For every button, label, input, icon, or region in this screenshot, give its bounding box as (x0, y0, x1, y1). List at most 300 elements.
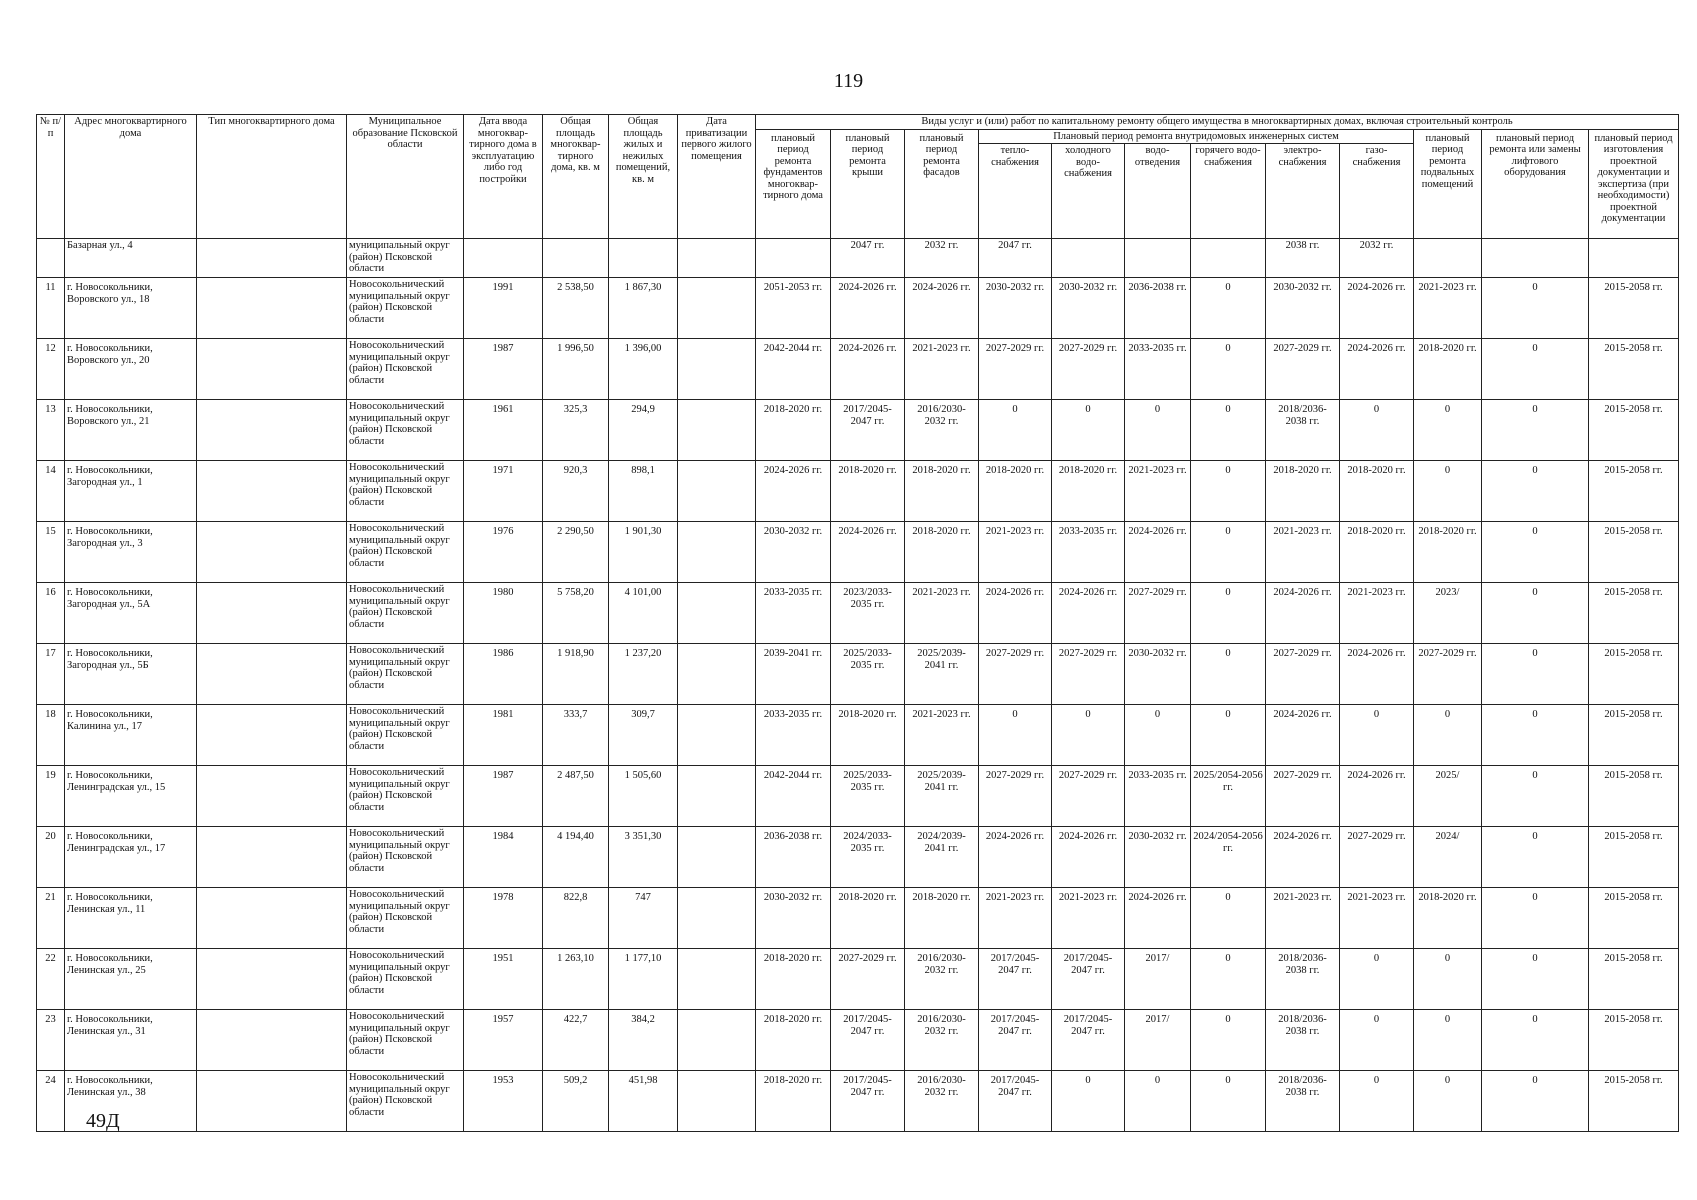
cell-drainage: 2030-2032 гг. (1125, 827, 1191, 888)
table-row (37, 461, 1679, 522)
cell-cold-water: 2024-2026 гг. (1052, 583, 1125, 644)
cell-basement: 0 (1414, 461, 1482, 522)
cell-total-area: 1 996,50 (543, 339, 609, 400)
cell-design-docs: 2015-2058 гг. (1589, 461, 1679, 522)
cell-hot-water: 0 (1191, 949, 1266, 1010)
cell-address: г. Новосокольники, Загородная ул., 3 (65, 522, 197, 583)
cell-address: Базарная ул., 4 (65, 239, 197, 278)
footer-code: 49Д (86, 1110, 120, 1132)
cell-year: 1976 (464, 522, 543, 583)
cell-drainage: 2033-2035 гг. (1125, 339, 1191, 400)
cell-living-area: 747 (609, 888, 678, 949)
cell-hot-water: 2025/2054-2056 гг. (1191, 766, 1266, 827)
cell-hot-water: 0 (1191, 339, 1266, 400)
cell-type (197, 400, 347, 461)
cell-hot-water: 0 (1191, 522, 1266, 583)
cell-gas: 0 (1340, 400, 1414, 461)
cell-num: 15 (37, 522, 65, 583)
cell-heat: 2021-2023 гг. (979, 888, 1052, 949)
cell-hot-water: 2024/2054-2056 гг. (1191, 827, 1266, 888)
cell-basement: 0 (1414, 400, 1482, 461)
cell-elevator: 0 (1482, 1010, 1589, 1071)
cell-heat: 2024-2026 гг. (979, 827, 1052, 888)
cell-heat: 0 (979, 705, 1052, 766)
cell-gas: 0 (1340, 1071, 1414, 1132)
cell-drainage: 2033-2035 гг. (1125, 766, 1191, 827)
cell-gas: 0 (1340, 1010, 1414, 1071)
cell-privatization (678, 339, 756, 400)
cell-electric: 2027-2029 гг. (1266, 339, 1340, 400)
cell-facade: 2018-2020 гг. (905, 888, 979, 949)
cell-foundation: 2018-2020 гг. (756, 400, 831, 461)
cell-foundation: 2024-2026 гг. (756, 461, 831, 522)
cell-address: г. Новосокольники, Ленинская ул., 11 (65, 888, 197, 949)
cell-type (197, 278, 347, 339)
cell-privatization (678, 949, 756, 1010)
cell-num: 14 (37, 461, 65, 522)
cell-gas: 2018-2020 гг. (1340, 522, 1414, 583)
cell-privatization (678, 705, 756, 766)
cell-roof: 2024-2026 гг. (831, 522, 905, 583)
cell-municipality: муниципальный округ (район) Псковской области (347, 239, 464, 278)
cell-year: 1951 (464, 949, 543, 1010)
cell-living-area: 384,2 (609, 1010, 678, 1071)
cell-year: 1971 (464, 461, 543, 522)
cell-basement: 0 (1414, 1010, 1482, 1071)
cell-facade: 2021-2023 гг. (905, 339, 979, 400)
cell-elevator: 0 (1482, 1071, 1589, 1132)
cell-hot-water: 0 (1191, 400, 1266, 461)
cell-heat: 2021-2023 гг. (979, 522, 1052, 583)
cell-basement: 2027-2029 гг. (1414, 644, 1482, 705)
cell-roof: 2017/2045-2047 гг. (831, 1010, 905, 1071)
cell-gas: 2024-2026 гг. (1340, 644, 1414, 705)
cell-basement: 2018-2020 гг. (1414, 522, 1482, 583)
table-row (37, 705, 1679, 766)
cell-gas: 0 (1340, 705, 1414, 766)
cell-type (197, 644, 347, 705)
cell-heat: 2017/2045-2047 гг. (979, 1071, 1052, 1132)
cell-roof: 2018-2020 гг. (831, 888, 905, 949)
cell-municipality: Новосокольнический муниципальный округ (район) Псковской области (347, 827, 464, 888)
cell-roof: 2025/2033-2035 гг. (831, 766, 905, 827)
cell-design-docs: 2015-2058 гг. (1589, 1071, 1679, 1132)
cell-elevator: 0 (1482, 644, 1589, 705)
cell-address: г. Новосокольники, Калинина ул., 17 (65, 705, 197, 766)
cell-living-area: 1 237,20 (609, 644, 678, 705)
cell-electric: 2018/2036-2038 гг. (1266, 949, 1340, 1010)
cell-electric: 2024-2026 гг. (1266, 583, 1340, 644)
cell-foundation: 2030-2032 гг. (756, 888, 831, 949)
cell-electric: 2021-2023 гг. (1266, 522, 1340, 583)
table-row (37, 339, 1679, 400)
header-hot-water: горячего водо-снабжения (1191, 144, 1266, 239)
cell-type (197, 239, 347, 278)
cell-hot-water (1191, 239, 1266, 278)
cell-total-area: 422,7 (543, 1010, 609, 1071)
cell-gas: 2027-2029 гг. (1340, 827, 1414, 888)
cell-elevator: 0 (1482, 888, 1589, 949)
cell-facade: 2016/2030-2032 гг. (905, 1010, 979, 1071)
table-body (37, 239, 1679, 1132)
cell-foundation: 2033-2035 гг. (756, 705, 831, 766)
cell-living-area: 3 351,30 (609, 827, 678, 888)
table-row (37, 1071, 1679, 1132)
cell-elevator: 0 (1482, 461, 1589, 522)
cell-electric: 2018/2036-2038 гг. (1266, 400, 1340, 461)
cell-total-area: 1 918,90 (543, 644, 609, 705)
cell-facade: 2024-2026 гг. (905, 278, 979, 339)
cell-municipality: Новосокольнический муниципальный округ (район) Псковской области (347, 949, 464, 1010)
header-total-area: Общая площадь многоквар-тирного дома, кв. м (543, 115, 609, 239)
cell-type (197, 461, 347, 522)
cell-foundation: 2018-2020 гг. (756, 949, 831, 1010)
cell-electric: 2018/2036-2038 гг. (1266, 1071, 1340, 1132)
cell-year: 1991 (464, 278, 543, 339)
cell-num: 13 (37, 400, 65, 461)
cell-elevator (1482, 239, 1589, 278)
cell-foundation: 2042-2044 гг. (756, 339, 831, 400)
cell-roof: 2018-2020 гг. (831, 705, 905, 766)
table-row (37, 766, 1679, 827)
cell-privatization (678, 766, 756, 827)
cell-drainage (1125, 239, 1191, 278)
cell-roof: 2024-2026 гг. (831, 339, 905, 400)
cell-living-area: 898,1 (609, 461, 678, 522)
cell-heat: 2027-2029 гг. (979, 339, 1052, 400)
table-row (37, 583, 1679, 644)
header-design-docs: плановый период изготовления проектной документации и экспертиза (при необходимости) проектной документации (1589, 129, 1679, 239)
cell-foundation: 2051-2053 гг. (756, 278, 831, 339)
header-type: Тип многоквартирного дома (197, 115, 347, 239)
cell-municipality: Новосокольнический муниципальный округ (район) Псковской области (347, 766, 464, 827)
cell-living-area (609, 239, 678, 278)
cell-design-docs: 2015-2058 гг. (1589, 766, 1679, 827)
cell-design-docs: 2015-2058 гг. (1589, 583, 1679, 644)
cell-total-area: 4 194,40 (543, 827, 609, 888)
cell-elevator: 0 (1482, 766, 1589, 827)
cell-municipality: Новосокольнический муниципальный округ (район) Псковской области (347, 583, 464, 644)
cell-elevator: 0 (1482, 949, 1589, 1010)
cell-heat: 2017/2045-2047 гг. (979, 949, 1052, 1010)
cell-elevator: 0 (1482, 522, 1589, 583)
cell-hot-water: 0 (1191, 1071, 1266, 1132)
cell-cold-water: 2018-2020 гг. (1052, 461, 1125, 522)
cell-type (197, 1071, 347, 1132)
header-roof: плановый период ремонта крыши (831, 129, 905, 239)
cell-cold-water: 0 (1052, 400, 1125, 461)
table-row (37, 888, 1679, 949)
cell-privatization (678, 644, 756, 705)
header-num: № п/п (37, 115, 65, 239)
cell-foundation: 2039-2041 гг. (756, 644, 831, 705)
cell-living-area: 1 177,10 (609, 949, 678, 1010)
cell-living-area: 309,7 (609, 705, 678, 766)
cell-hot-water: 0 (1191, 461, 1266, 522)
cell-num: 22 (37, 949, 65, 1010)
cell-basement: 2023/ (1414, 583, 1482, 644)
cell-cold-water (1052, 239, 1125, 278)
cell-basement (1414, 239, 1482, 278)
cell-municipality: Новосокольнический муниципальный округ (район) Псковской области (347, 888, 464, 949)
cell-foundation: 2018-2020 гг. (756, 1071, 831, 1132)
cell-total-area: 2 487,50 (543, 766, 609, 827)
cell-drainage: 0 (1125, 1071, 1191, 1132)
cell-municipality: Новосокольнический муниципальный округ (район) Псковской области (347, 400, 464, 461)
cell-design-docs: 2015-2058 гг. (1589, 949, 1679, 1010)
table-row (37, 400, 1679, 461)
cell-address: г. Новосокольники, Загородная ул., 5А (65, 583, 197, 644)
cell-gas: 2021-2023 гг. (1340, 583, 1414, 644)
cell-total-area: 822,8 (543, 888, 609, 949)
cell-gas: 2024-2026 гг. (1340, 278, 1414, 339)
cell-roof: 2027-2029 гг. (831, 949, 905, 1010)
header-facade: плановый период ремонта фасадов (905, 129, 979, 239)
table-row (37, 949, 1679, 1010)
cell-drainage: 2021-2023 гг. (1125, 461, 1191, 522)
cell-address: г. Новосокольники, Ленинская ул., 38 (65, 1071, 197, 1132)
cell-num: 23 (37, 1010, 65, 1071)
cell-facade: 2016/2030-2032 гг. (905, 400, 979, 461)
cell-privatization (678, 583, 756, 644)
cell-type (197, 949, 347, 1010)
cell-facade: 2025/2039-2041 гг. (905, 644, 979, 705)
cell-roof: 2023/2033-2035 гг. (831, 583, 905, 644)
cell-cold-water: 2030-2032 гг. (1052, 278, 1125, 339)
cell-elevator: 0 (1482, 339, 1589, 400)
cell-num: 18 (37, 705, 65, 766)
cell-electric: 2024-2026 гг. (1266, 705, 1340, 766)
cell-gas: 0 (1340, 949, 1414, 1010)
cell-gas: 2018-2020 гг. (1340, 461, 1414, 522)
cell-cold-water: 0 (1052, 705, 1125, 766)
cell-cold-water: 2021-2023 гг. (1052, 888, 1125, 949)
cell-cold-water: 2024-2026 гг. (1052, 827, 1125, 888)
cell-basement: 0 (1414, 949, 1482, 1010)
cell-hot-water: 0 (1191, 583, 1266, 644)
cell-cold-water: 2027-2029 гг. (1052, 644, 1125, 705)
cell-roof: 2017/2045-2047 гг. (831, 400, 905, 461)
cell-municipality: Новосокольнический муниципальный округ (район) Псковской области (347, 461, 464, 522)
cell-heat: 2047 гг. (979, 239, 1052, 278)
cell-drainage: 2017/ (1125, 1010, 1191, 1071)
cell-gas: 2024-2026 гг. (1340, 339, 1414, 400)
cell-living-area: 1 505,60 (609, 766, 678, 827)
cell-total-area: 5 758,20 (543, 583, 609, 644)
table-row (37, 827, 1679, 888)
header-elevator: плановый период ремонта или замены лифтового оборудования (1482, 129, 1589, 239)
cell-heat: 2030-2032 гг. (979, 278, 1052, 339)
cell-cold-water: 2017/2045-2047 гг. (1052, 1010, 1125, 1071)
cell-facade: 2025/2039-2041 гг. (905, 766, 979, 827)
cell-drainage: 2017/ (1125, 949, 1191, 1010)
cell-heat: 2027-2029 гг. (979, 766, 1052, 827)
cell-hot-water: 0 (1191, 278, 1266, 339)
cell-cold-water: 2017/2045-2047 гг. (1052, 949, 1125, 1010)
cell-total-area: 1 263,10 (543, 949, 609, 1010)
cell-design-docs: 2015-2058 гг. (1589, 644, 1679, 705)
cell-year: 1978 (464, 888, 543, 949)
cell-facade: 2018-2020 гг. (905, 461, 979, 522)
cell-design-docs: 2015-2058 гг. (1589, 278, 1679, 339)
header-commission-date: Дата ввода многоквар-тирного дома в эксплуатацию либо год постройки (464, 115, 543, 239)
cell-heat: 2017/2045-2047 гг. (979, 1010, 1052, 1071)
header-municipality: Муниципальное образование Псковской области (347, 115, 464, 239)
cell-address: г. Новосокольники, Ленинская ул., 31 (65, 1010, 197, 1071)
cell-facade: 2018-2020 гг. (905, 522, 979, 583)
cell-municipality: Новосокольнический муниципальный округ (район) Псковской области (347, 705, 464, 766)
cell-year: 1953 (464, 1071, 543, 1132)
cell-gas: 2024-2026 гг. (1340, 766, 1414, 827)
cell-municipality: Новосокольнический муниципальный округ (район) Псковской области (347, 339, 464, 400)
cell-drainage: 2036-2038 гг. (1125, 278, 1191, 339)
cell-elevator: 0 (1482, 278, 1589, 339)
cell-electric: 2018-2020 гг. (1266, 461, 1340, 522)
cell-basement: 0 (1414, 705, 1482, 766)
cell-privatization (678, 1071, 756, 1132)
cell-privatization (678, 461, 756, 522)
cell-design-docs: 2015-2058 гг. (1589, 522, 1679, 583)
cell-hot-water: 0 (1191, 888, 1266, 949)
cell-total-area: 2 538,50 (543, 278, 609, 339)
cell-privatization (678, 239, 756, 278)
cell-type (197, 583, 347, 644)
cell-drainage: 0 (1125, 400, 1191, 461)
cell-address: г. Новосокольники, Загородная ул., 1 (65, 461, 197, 522)
cell-num: 12 (37, 339, 65, 400)
cell-foundation: 2036-2038 гг. (756, 827, 831, 888)
cell-address: г. Новосокольники, Загородная ул., 5Б (65, 644, 197, 705)
cell-address: г. Новосокольники, Воровского ул., 20 (65, 339, 197, 400)
cell-heat: 0 (979, 400, 1052, 461)
table-row (37, 644, 1679, 705)
cell-year: 1957 (464, 1010, 543, 1071)
cell-hot-water: 0 (1191, 1010, 1266, 1071)
cell-address: г. Новосокольники, Воровского ул., 18 (65, 278, 197, 339)
cell-hot-water: 0 (1191, 644, 1266, 705)
cell-privatization (678, 827, 756, 888)
cell-num (37, 239, 65, 278)
cell-living-area: 294,9 (609, 400, 678, 461)
cell-basement: 0 (1414, 1071, 1482, 1132)
cell-privatization (678, 888, 756, 949)
cell-design-docs: 2015-2058 гг. (1589, 827, 1679, 888)
cell-elevator: 0 (1482, 583, 1589, 644)
cell-basement: 2021-2023 гг. (1414, 278, 1482, 339)
table-row (37, 1010, 1679, 1071)
cell-elevator: 0 (1482, 827, 1589, 888)
cell-roof: 2047 гг. (831, 239, 905, 278)
cell-total-area: 509,2 (543, 1071, 609, 1132)
cell-roof: 2024/2033-2035 гг. (831, 827, 905, 888)
cell-total-area: 333,7 (543, 705, 609, 766)
cell-facade: 2021-2023 гг. (905, 583, 979, 644)
cell-heat: 2024-2026 гг. (979, 583, 1052, 644)
cell-type (197, 522, 347, 583)
header-privatization-date: Дата приватизации первого жилого помещения (678, 115, 756, 239)
cell-design-docs: 2015-2058 гг. (1589, 339, 1679, 400)
cell-municipality: Новосокольнический муниципальный округ (район) Псковской области (347, 1071, 464, 1132)
cell-heat: 2027-2029 гг. (979, 644, 1052, 705)
cell-living-area: 451,98 (609, 1071, 678, 1132)
cell-year: 1984 (464, 827, 543, 888)
cell-address: г. Новосокольники, Ленинградская ул., 17 (65, 827, 197, 888)
cell-year: 1986 (464, 644, 543, 705)
cell-num: 11 (37, 278, 65, 339)
cell-electric: 2018/2036-2038 гг. (1266, 1010, 1340, 1071)
cell-year (464, 239, 543, 278)
cell-foundation (756, 239, 831, 278)
header-engineering-group: Плановый период ремонта внутридомовых инженерных систем (979, 129, 1414, 144)
cell-electric: 2027-2029 гг. (1266, 644, 1340, 705)
header-row-1 (37, 115, 1679, 130)
cell-type (197, 1010, 347, 1071)
table-row-continued (37, 239, 1679, 278)
cell-type (197, 339, 347, 400)
header-heat: тепло-снабжения (979, 144, 1052, 239)
cell-facade: 2032 гг. (905, 239, 979, 278)
header-address: Адрес многоквартирного дома (65, 115, 197, 239)
cell-num: 24 (37, 1071, 65, 1132)
cell-elevator: 0 (1482, 705, 1589, 766)
cell-drainage: 2024-2026 гг. (1125, 888, 1191, 949)
cell-municipality: Новосокольнический муниципальный округ (район) Псковской области (347, 278, 464, 339)
cell-cold-water: 2033-2035 гг. (1052, 522, 1125, 583)
cell-cold-water: 2027-2029 гг. (1052, 766, 1125, 827)
cell-address: г. Новосокольники, Воровского ул., 21 (65, 400, 197, 461)
cell-num: 20 (37, 827, 65, 888)
header-foundation: плановый период ремонта фундаментов многоквар-тирного дома (756, 129, 831, 239)
cell-roof: 2017/2045-2047 гг. (831, 1071, 905, 1132)
cell-municipality: Новосокольнический муниципальный округ (район) Псковской области (347, 522, 464, 583)
cell-cold-water: 0 (1052, 1071, 1125, 1132)
cell-design-docs (1589, 239, 1679, 278)
cell-electric: 2024-2026 гг. (1266, 827, 1340, 888)
cell-foundation: 2030-2032 гг. (756, 522, 831, 583)
cell-electric: 2021-2023 гг. (1266, 888, 1340, 949)
cell-foundation: 2018-2020 гг. (756, 1010, 831, 1071)
cell-num: 19 (37, 766, 65, 827)
cell-hot-water: 0 (1191, 705, 1266, 766)
cell-privatization (678, 400, 756, 461)
header-gas: газо-снабжения (1340, 144, 1414, 239)
cell-gas: 2021-2023 гг. (1340, 888, 1414, 949)
cell-roof: 2025/2033-2035 гг. (831, 644, 905, 705)
cell-living-area: 1 867,30 (609, 278, 678, 339)
cell-num: 17 (37, 644, 65, 705)
cell-design-docs: 2015-2058 гг. (1589, 705, 1679, 766)
cell-facade: 2021-2023 гг. (905, 705, 979, 766)
cell-drainage: 2030-2032 гг. (1125, 644, 1191, 705)
cell-privatization (678, 522, 756, 583)
cell-living-area: 1 396,00 (609, 339, 678, 400)
cell-design-docs: 2015-2058 гг. (1589, 888, 1679, 949)
header-living-area: Общая площадь жилых и нежилых помещений, кв. м (609, 115, 678, 239)
cell-type (197, 827, 347, 888)
cell-address: г. Новосокольники, Ленинградская ул., 15 (65, 766, 197, 827)
cell-basement: 2018-2020 гг. (1414, 888, 1482, 949)
cell-roof: 2024-2026 гг. (831, 278, 905, 339)
cell-type (197, 705, 347, 766)
cell-privatization (678, 1010, 756, 1071)
cell-living-area: 4 101,00 (609, 583, 678, 644)
cell-year: 1987 (464, 766, 543, 827)
cell-electric: 2038 гг. (1266, 239, 1340, 278)
cell-drainage: 0 (1125, 705, 1191, 766)
cell-electric: 2030-2032 гг. (1266, 278, 1340, 339)
header-electric: электро-снабжения (1266, 144, 1340, 239)
cell-year: 1980 (464, 583, 543, 644)
